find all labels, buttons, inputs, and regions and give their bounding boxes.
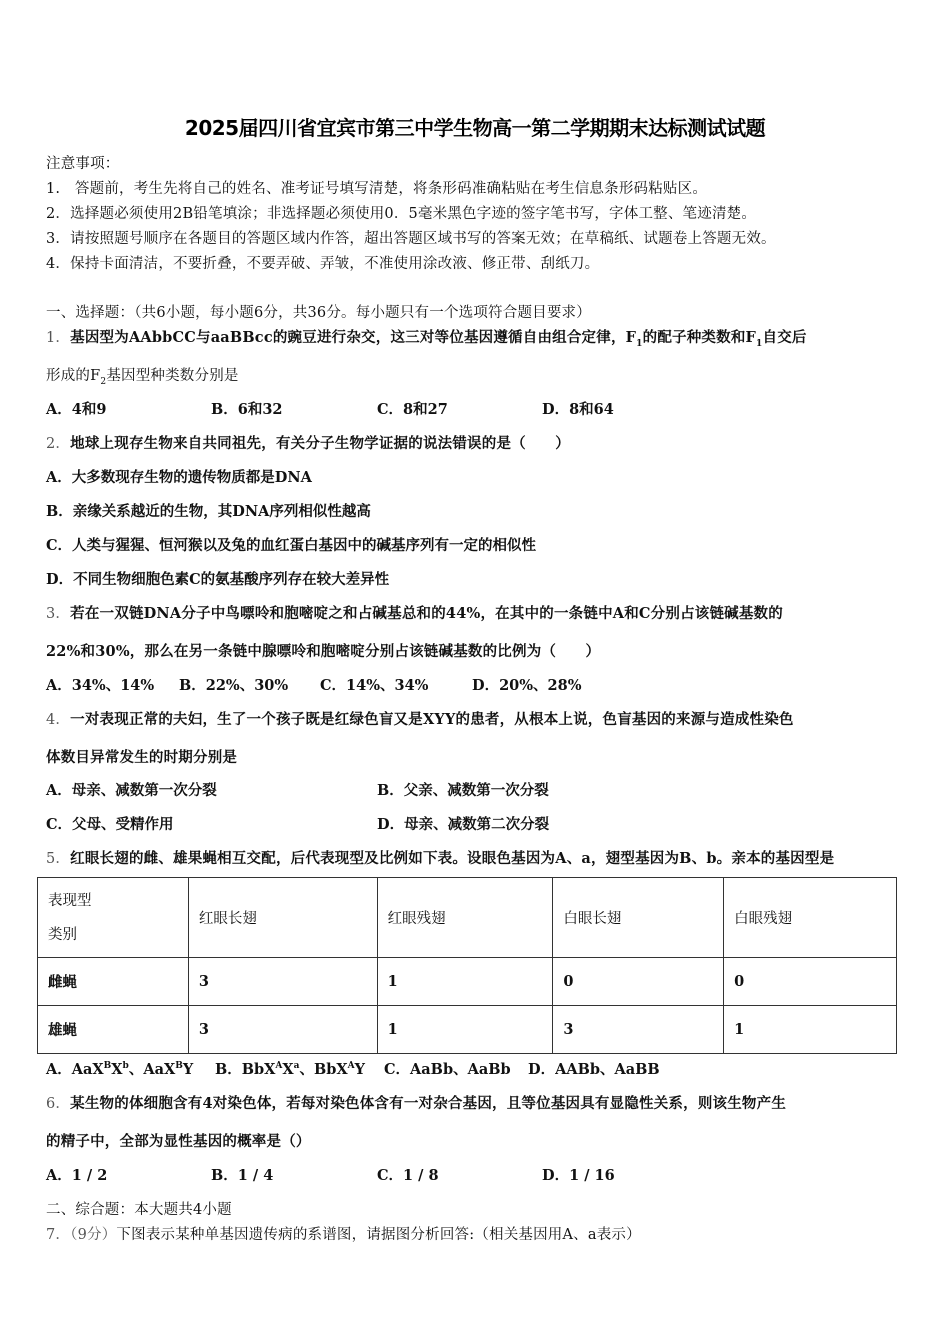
q3-stem-line2: 22%和30%，那么在另一条链中腺嘌呤和胞嘧啶分别占该链碱基数的比例为（ ）	[46, 643, 601, 660]
q1-text-e: 基因型种类数分别是	[106, 368, 239, 384]
q5b-text-4: Y	[354, 1061, 365, 1078]
q6-number: 6．	[46, 1096, 71, 1112]
q6-option-b: B．1 / 4	[211, 1167, 274, 1184]
notice-item-2: 2．选择题必须使用2B铅笔填涂；非选择题必须使用0．5毫米黑色字迹的签字笔书写，字体工整、笔迹清楚。	[46, 206, 757, 222]
q1-option-a: A．4和9	[46, 401, 107, 418]
q3-text-1: 若在一双链DNA分子中鸟嘌呤和胞嘧啶之和占碱基总和的44%，在其中的一条链中A和C分别占该链碱基数的	[70, 605, 783, 622]
table-header-row	[38, 878, 897, 958]
q4-number: 4．	[46, 712, 71, 728]
table-row	[38, 1006, 897, 1054]
notice-item-1: 1. 答题前，考生先将自己的姓名、准考证号填写清楚，将条形码准确粘贴在考生信息条形码粘贴区。	[46, 181, 708, 197]
q7-number: 7．	[46, 1227, 71, 1243]
q1-sub-3: 2	[100, 376, 107, 387]
q6-text-1: 某生物的体细胞含有4对染色体，若每对染色体含有一对杂合基因，且等位基因具有显隐性关系，则该生物产生	[70, 1095, 787, 1112]
section2-heading: 二、综合题：本大题共4小题	[46, 1202, 232, 1218]
q6-stem-line1	[46, 1092, 786, 1113]
q1-option-b: B．6和32	[211, 401, 283, 418]
q5a-text-4: Y	[182, 1061, 194, 1078]
q3-number: 3．	[46, 606, 71, 622]
q4-option-c: C．父母、受精作用	[46, 816, 174, 833]
q1-text-b: 的配子种类数和F	[642, 329, 757, 346]
q3-option-b: B．22%、30%	[179, 677, 289, 694]
q2-option-d: D．不同生物细胞色素C的氨基酸序列存在较大差异性	[46, 571, 390, 588]
q6-option-a: A．1 / 2	[46, 1167, 108, 1184]
table-header-cell: 白眼长翅	[553, 878, 724, 958]
q5a-text-3: 、AaX	[128, 1061, 176, 1078]
q5-text: 红眼长翅的雌、雄果蝇相互交配，后代表现型及比例如下表。设眼色基因为A、a，翅型基因为B、b。亲本的基因型是	[70, 850, 835, 867]
q2-number: 2．	[46, 436, 71, 452]
q5-number: 5．	[46, 851, 71, 867]
table-row-label: 雌蝇	[38, 958, 189, 1006]
q4-option-b: B．父亲、减数第一次分裂	[377, 782, 549, 799]
q3-option-d: D．20%、28%	[472, 677, 582, 694]
q5a-sup-1: B	[103, 1061, 112, 1072]
section1-heading: 一、选择题：（共6小题，每小题6分，共36分。每小题只有一个选项符合题目要求）	[46, 305, 591, 321]
q5a-text-2: X	[111, 1061, 123, 1078]
q4-option-a: A．母亲、减数第一次分裂	[46, 782, 217, 799]
table-cell: 3	[188, 958, 377, 1006]
q5b-text-3: 、BbX	[299, 1061, 348, 1078]
table-header-cell: 红眼长翅	[188, 878, 377, 958]
q4-text-1: 一对表现正常的夫妇，生了一个孩子既是红绿色盲又是XYY的患者，从根本上说，色盲基因的来源与造成性染色	[70, 711, 794, 728]
q5a-sup-3: B	[175, 1061, 183, 1072]
q3-stem-line1	[46, 602, 783, 623]
q5b-text-1: B．BbX	[215, 1061, 276, 1078]
q5-option-a	[46, 1058, 193, 1079]
table-cell: 3	[188, 1006, 377, 1054]
q6-stem-line2: 的精子中，全部为显性基因的概率是（）	[46, 1133, 311, 1150]
q1-text-d: 形成的F	[46, 368, 101, 384]
corner-label-phenotype: 表现型	[48, 892, 92, 909]
q7-score: （9分）	[70, 1227, 117, 1243]
table-cell: 1	[377, 958, 553, 1006]
table-cell: 0	[553, 958, 724, 1006]
notice-item-4: 4．保持卡面清洁，不要折叠，不要弄破、弄皱，不准使用涂改液、修正带、刮纸刀。	[46, 256, 600, 272]
q4-option-d: D．母亲、减数第二次分裂	[377, 816, 550, 833]
q2-option-b: B．亲缘关系越近的生物，其DNA序列相似性越高	[46, 503, 371, 520]
q6-option-d: D．1 / 16	[542, 1167, 615, 1184]
q5b-text-2: X	[282, 1061, 294, 1078]
q7-text: 下图表示某种单基因遗传病的系谱图，请据图分析回答:（相关基因用A、a表示）	[116, 1227, 641, 1243]
q5-option-d: D．AABb、AaBB	[528, 1061, 660, 1078]
q1-sub-2: 1	[756, 338, 763, 349]
q7-stem	[46, 1223, 641, 1244]
q2-option-a: A．大多数现存生物的遗传物质都是DNA	[46, 469, 312, 486]
q2-option-c: C．人类与猩猩、恒河猴以及兔的血红蛋白基因中的碱基序列有一定的相似性	[46, 537, 537, 554]
q4-stem-line1	[46, 708, 794, 729]
q2-text: 地球上现存生物来自共同祖先，有关分子生物学证据的说法错误的是（ ）	[70, 435, 570, 452]
q4-stem-line2: 体数目异常发生的时期分别是	[46, 749, 238, 766]
table-corner-cell	[38, 878, 189, 958]
q1-text-c: 自交后	[762, 329, 807, 346]
q5-option-b	[215, 1058, 365, 1079]
table-cell: 0	[724, 958, 897, 1006]
corner-label-category: 类别	[48, 926, 77, 943]
q5b-sup-3: A	[347, 1061, 355, 1072]
table-header-cell: 红眼残翅	[377, 878, 553, 958]
table-row-label: 雄蝇	[38, 1006, 189, 1054]
q1-option-d: D．8和64	[542, 401, 614, 418]
notice-heading: 注意事项：	[46, 156, 120, 172]
q3-option-a: A．34%、14%	[46, 677, 155, 694]
table-cell: 3	[553, 1006, 724, 1054]
q1-text-a: 基因型为AAbbCC与aaBBcc的豌豆进行杂交，这三对等位基因遵循自由组合定律，F	[70, 329, 637, 346]
q1-sub-1: 1	[636, 338, 643, 349]
q1-option-c: C．8和27	[377, 401, 448, 418]
phenotype-table	[37, 877, 897, 1054]
table-header-cell: 白眼残翅	[724, 878, 897, 958]
document-title: 2025届四川省宜宾市第三中学生物高一第二学期期末达标测试试题	[184, 116, 766, 140]
q5-stem	[46, 847, 834, 868]
q1-stem-line1	[46, 326, 807, 347]
q1-number: 1．	[46, 330, 71, 346]
q5a-text-1: A．AaX	[46, 1061, 104, 1078]
q5a-sup-2: b	[122, 1061, 129, 1072]
q5-option-c: C．AaBb、AaBb	[384, 1061, 511, 1078]
table-row	[38, 958, 897, 1006]
q5b-sup-2: a	[293, 1061, 300, 1072]
table-cell: 1	[724, 1006, 897, 1054]
q2-stem	[46, 432, 570, 453]
q1-stem-line2	[46, 364, 239, 385]
q6-option-c: C．1 / 8	[377, 1167, 439, 1184]
q3-option-c: C．14%、34%	[320, 677, 429, 694]
notice-item-3: 3．请按照题号顺序在各题目的答题区域内作答，超出答题区域书写的答案无效；在草稿纸、试题卷上答题无效。	[46, 231, 776, 247]
table-cell: 1	[377, 1006, 553, 1054]
q5b-sup-1: A	[275, 1061, 283, 1072]
